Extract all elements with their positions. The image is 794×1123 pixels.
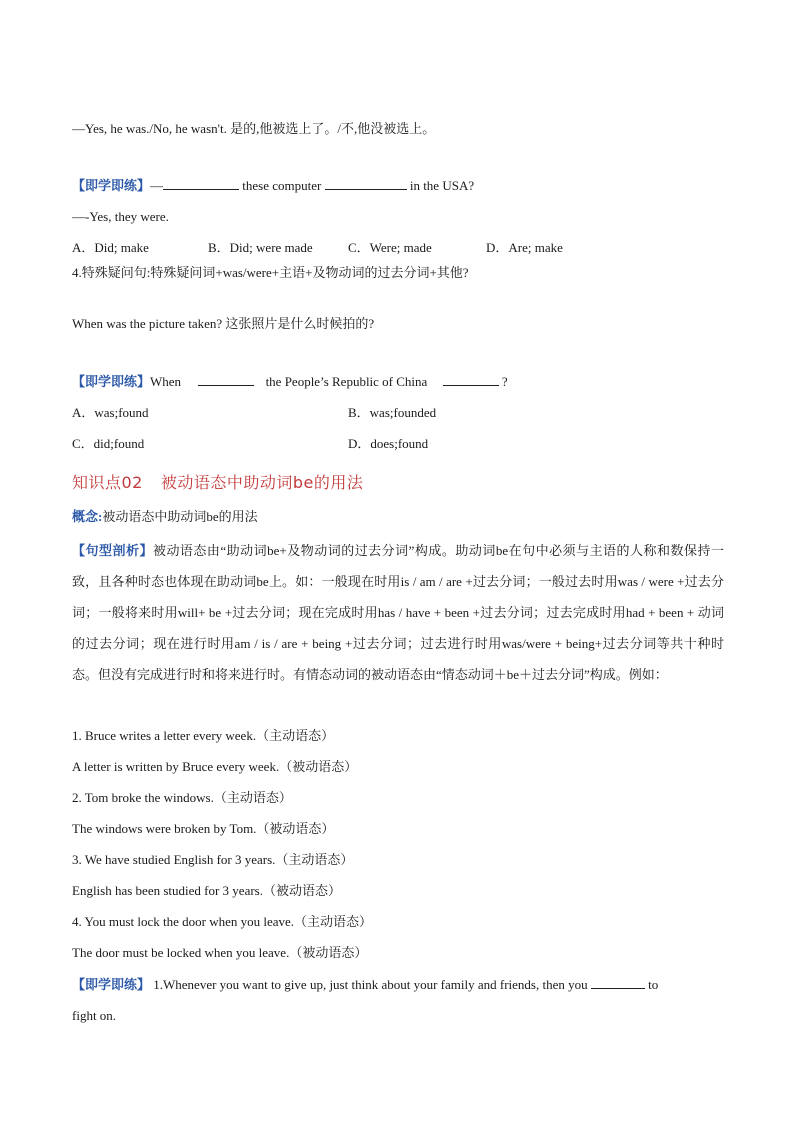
exercise-2-question: 【即学即练】When the People’s Republic of China ? <box>72 374 508 389</box>
exercise-3-continuation: fight on. <box>72 1008 117 1023</box>
example-sentence: The door must be locked when you leave.（被动语态） <box>72 945 368 960</box>
example-sentence: 1. Bruce writes a letter every week.（主动语态） <box>72 728 335 743</box>
example-sentence: 4. You must lock the door when you leave.（主动语态） <box>72 914 373 929</box>
option-d[interactable]: D．Are; make <box>486 240 563 255</box>
concept-label: 概念: <box>72 509 103 524</box>
answer-blank[interactable] <box>325 177 407 190</box>
analysis-label: 【句型剖析】 <box>72 543 153 558</box>
answer-blank[interactable] <box>198 373 254 386</box>
example-sentence: The windows were broken by Tom.（被动语态） <box>72 821 335 836</box>
answer-blank[interactable] <box>163 177 239 190</box>
example-sentence: A letter is written by Bruce every week.（被动语态） <box>72 759 358 774</box>
option-d[interactable]: D．does;found <box>348 436 429 451</box>
section-number: 知识点02 <box>72 473 143 492</box>
example-4: When was the picture taken? 这张照片是什么时候拍的? <box>72 316 375 331</box>
answer-blank[interactable] <box>443 373 499 386</box>
analysis-paragraph: 【句型剖析】被动语态由“助动词be+及物动词的过去分词”构成。助动词be在句中必须与主语的人称和数保持一致，且各种时态也体现在助动词be上。如：一般现在时用is / am / are +过去分词；一般过去时用was / were +过去分词；一般将来时用will+ be +过去分词；现在完成时用has / have + been +过去分词；过去完成时用had + been + 动词的过去分词；现在进行时用am / is / are + being +过去分词；过去进行时用was/were + being+过去分词等共十种时态。但没有完成进行时和将来进行时。有情态动词的被动语态由“情态动词＋be＋过去分词”构成。例如： <box>72 543 724 682</box>
exercise-3-question: 【即学即练】 1.Whenever you want to give up, just think about your family and friends, then you to <box>72 977 659 992</box>
option-b[interactable]: B．was;founded <box>348 405 437 420</box>
example-sentence: 3. We have studied English for 3 years.（主动语态） <box>72 852 354 867</box>
option-c[interactable]: C．did;found <box>72 436 145 451</box>
option-a[interactable]: A．was;found <box>72 405 149 420</box>
option-c[interactable]: C．Were; made <box>348 240 432 255</box>
example-sentence: 2. Tom broke the windows.（主动语态） <box>72 790 292 805</box>
example-sentence: English has been studied for 3 years.（被动语态） <box>72 883 341 898</box>
concept-line: 概念:被动语态中助动词be的用法 <box>72 509 258 524</box>
section-title: 被动语态中助动词be的用法 <box>160 473 364 492</box>
answer-blank[interactable] <box>591 976 645 989</box>
paragraph-answer-example: —Yes, he was./No, he wasn't. 是的,他被选上了。/不,他没被选上。 <box>72 121 436 136</box>
exercise-tag: 【即学即练】 <box>72 977 151 992</box>
option-b[interactable]: B．Did; were made <box>208 240 313 255</box>
section-heading <box>72 470 363 493</box>
rule-4: 4.特殊疑问句:特殊疑问词+was/were+主语+及物动词的过去分词+其他? <box>72 265 469 280</box>
exercise-tag: 【即学即练】 <box>72 374 151 389</box>
exercise-tag: 【即学即练】 <box>72 178 151 193</box>
option-a[interactable]: A．Did; make <box>72 240 149 255</box>
exercise-1-question: 【即学即练】— these computer in the USA? <box>72 178 475 193</box>
exercise-1-answer: —-Yes, they were. <box>72 209 169 224</box>
